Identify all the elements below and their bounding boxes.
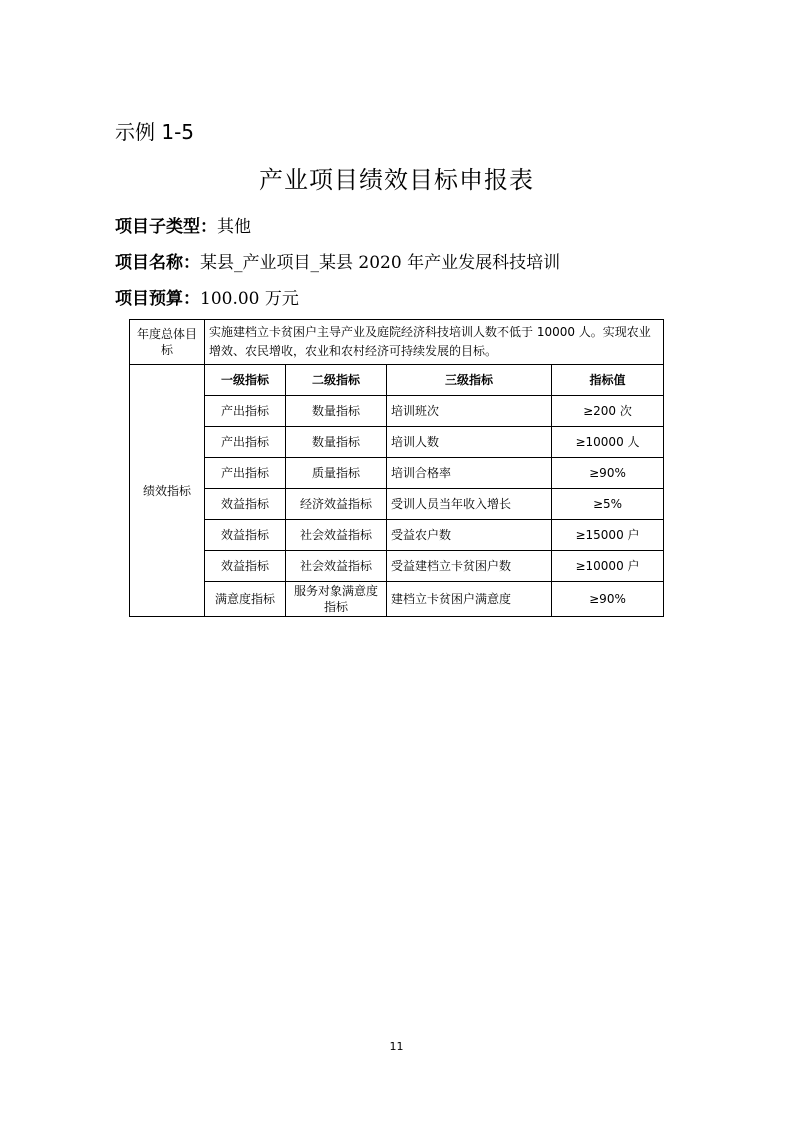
- table-row: [130, 427, 664, 458]
- table-cell: ≥10000 户: [552, 551, 664, 582]
- table-cell: 产出指标: [205, 427, 286, 458]
- column-header: 二级指标: [286, 365, 387, 396]
- table-cell: 经济效益指标: [286, 489, 387, 520]
- table-cell: 服务对象满意度指标: [286, 582, 387, 617]
- table-cell: 产出指标: [205, 396, 286, 427]
- table-row: [130, 520, 664, 551]
- table-cell: 数量指标: [286, 396, 387, 427]
- table-cell: 产出指标: [205, 458, 286, 489]
- meta-key: 项目预算：: [115, 289, 200, 309]
- table-cell: 培训班次: [387, 396, 552, 427]
- meta-value: 某县_产业项目_某县 2020 年产业发展科技培训: [200, 253, 561, 273]
- meta-key: 项目子类型：: [115, 217, 217, 237]
- table-cell: 受益农户数: [387, 520, 552, 551]
- column-header: 指标值: [552, 365, 664, 396]
- table-cell: 数量指标: [286, 427, 387, 458]
- table-cell: 受训人员当年收入增长: [387, 489, 552, 520]
- meta-value: 100.00 万元: [200, 289, 299, 309]
- table-row: [130, 458, 664, 489]
- column-header: 三级指标: [387, 365, 552, 396]
- perf-label: 绩效指标: [130, 365, 205, 617]
- table-cell: ≥90%: [552, 458, 664, 489]
- table-cell: 满意度指标: [205, 582, 286, 617]
- table-row: [130, 582, 664, 617]
- table-cell: ≥5%: [552, 489, 664, 520]
- table-cell: 受益建档立卡贫困户数: [387, 551, 552, 582]
- table-cell: ≥200 次: [552, 396, 664, 427]
- table-cell: 效益指标: [205, 520, 286, 551]
- table-cell: 社会效益指标: [286, 551, 387, 582]
- goal-label: 年度总体目标: [130, 320, 205, 365]
- performance-table: [129, 319, 664, 617]
- table-row: [130, 489, 664, 520]
- table-cell: 质量指标: [286, 458, 387, 489]
- table-cell: ≥10000 人: [552, 427, 664, 458]
- column-header: 一级指标: [205, 365, 286, 396]
- goal-row: [130, 320, 664, 365]
- meta-budget: [115, 284, 299, 309]
- table-cell: 效益指标: [205, 489, 286, 520]
- table-cell: 培训合格率: [387, 458, 552, 489]
- meta-name: [115, 248, 560, 273]
- table-cell: 培训人数: [387, 427, 552, 458]
- meta-value: 其他: [217, 217, 251, 237]
- example-label: 示例 1-5: [115, 120, 195, 144]
- meta-subtype: [115, 212, 251, 237]
- table-cell: 社会效益指标: [286, 520, 387, 551]
- table-cell: ≥15000 户: [552, 520, 664, 551]
- page-title: 产业项目绩效目标申报表: [259, 166, 534, 194]
- table-row: [130, 396, 664, 427]
- header-row: [130, 365, 664, 396]
- page-number: 11: [389, 1040, 404, 1053]
- table-row: [130, 551, 664, 582]
- table-cell: ≥90%: [552, 582, 664, 617]
- meta-key: 项目名称：: [115, 253, 200, 273]
- table-cell: 建档立卡贫困户满意度: [387, 582, 552, 617]
- table-cell: 效益指标: [205, 551, 286, 582]
- goal-text: 实施建档立卡贫困户主导产业及庭院经济科技培训人数不低于 10000 人。实现农业增效、农民增收，农业和农村经济可持续发展的目标。: [205, 320, 664, 365]
